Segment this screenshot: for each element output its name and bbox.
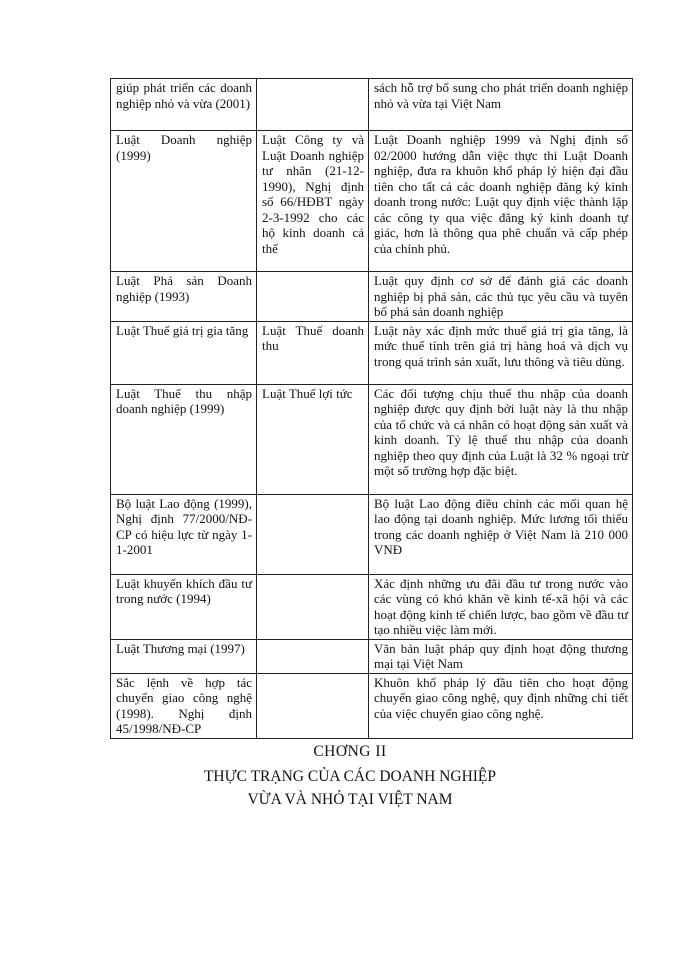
table-row xyxy=(111,673,633,738)
description-cell: Các đối tượng chịu thuế thu nhập của doanh nghiệp được quy định bởi luật này là thu nhập của tổ chức và cá nhân có hoạt động sản xuất và kinh doanh. Tỷ lệ thuế thu nhập của doanh nghiệp theo quy định của Luật là 32 % ngoại trừ một số trường hợp đặc biệt. xyxy=(369,384,633,494)
description-cell: Xác định những ưu đãi đầu tư trong nước vào các vùng có khó khăn về kinh tế-xã hội và các hoạt động kinh tế chiến lược, bao gồm về đầu tư tạo nhiều việc làm mới. xyxy=(369,574,633,639)
previous-law-cell: Luật Công ty và Luật Doanh nghiệp tư nhân (21-12-1990), Nghị định số 66/HĐBT ngày 2-3-1992 cho các hộ kinh doanh cá thể xyxy=(257,131,369,272)
chapter-title-line-2: VỪA VÀ NHỎ TẠI VIỆT NAM xyxy=(247,791,453,808)
description-cell: Văn bản luật pháp quy định hoạt động thương mại tại Việt Nam xyxy=(369,639,633,673)
previous-law-cell xyxy=(257,494,369,574)
description-cell: Luật quy định cơ sở để đánh giá các doanh nghiệp bị phá sản, các thủ tục yêu cầu và tuyên bố phá sản doanh nghiệp xyxy=(369,272,633,322)
description-cell: Luật này xác định mức thuế giá trị gia tăng, là mức thuế tính trên giá trị hàng hoá và dịch vụ trong quá trình sản xuất, lưu thông và tiêu dùng. xyxy=(369,321,633,384)
description-cell: sách hỗ trợ bổ sung cho phát triển doanh nghiệp nhỏ và vừa tại Việt Nam xyxy=(369,79,633,131)
table-row xyxy=(111,639,633,673)
previous-law-cell xyxy=(257,79,369,131)
law-name-cell: Luật Doanh nghiệp (1999) xyxy=(111,131,257,272)
description-cell: Khuôn khổ pháp lý đầu tiên cho hoạt động chuyển giao công nghệ, quy định những chi tiết của việc chuyển giao công nghệ. xyxy=(369,673,633,738)
table-row xyxy=(111,321,633,384)
previous-law-cell xyxy=(257,272,369,322)
law-name-cell: giúp phát triển các doanh nghiệp nhỏ và vừa (2001) xyxy=(111,79,257,131)
chapter-title-line-1: THỰC TRẠNG CỦA CÁC DOANH NGHIỆP xyxy=(203,768,497,785)
previous-law-cell xyxy=(257,574,369,639)
previous-law-cell xyxy=(257,639,369,673)
table-row xyxy=(111,272,633,322)
law-table xyxy=(110,78,633,739)
previous-law-cell xyxy=(257,673,369,738)
law-name-cell: Luật Phá sản Doanh nghiệp (1993) xyxy=(111,272,257,322)
description-cell: Bộ luật Lao động điều chỉnh các mối quan hệ lao động tại doanh nghiệp. Mức lương tối thiểu trong các doanh nghiệp ở Việt Nam là 210 000 VNĐ xyxy=(369,494,633,574)
law-name-cell: Luật khuyến khích đầu tư trong nước (1994) xyxy=(111,574,257,639)
table-row xyxy=(111,384,633,494)
previous-law-cell: Luật Thuế doanh thu xyxy=(257,321,369,384)
description-cell: Luật Doanh nghiệp 1999 và Nghị định số 02/2000 hướng dẫn việc thực thi Luật Doanh nghiệp, đưa ra khuôn khổ pháp lý hiện đại đầu tiên cho tất cả các doanh nghiệp đăng ký kinh doanh trong nước: Luật quy định việc thành lập các công ty qua việc đăng ký kinh doanh tự giác, hơn là thông qua phê chuẩn và cấp phép của chính phủ. xyxy=(369,131,633,272)
table-row xyxy=(111,494,633,574)
table-row xyxy=(111,79,633,131)
law-name-cell: Bộ luật Lao động (1999), Nghị định 77/2000/NĐ-CP có hiệu lực từ ngày 1-1-2001 xyxy=(111,494,257,574)
chapter-number: CHƠNG II xyxy=(313,743,387,760)
law-name-cell: Luật Thuế giá trị gia tăng xyxy=(111,321,257,384)
law-name-cell: Luật Thuế thu nhập doanh nghiệp (1999) xyxy=(111,384,257,494)
law-name-cell: Sắc lệnh về hợp tác chuyển giao công nghệ (1998). Nghị định 45/1998/NĐ-CP xyxy=(111,673,257,738)
table-row xyxy=(111,131,633,272)
table-row xyxy=(111,574,633,639)
law-name-cell: Luật Thương mại (1997) xyxy=(111,639,257,673)
previous-law-cell: Luật Thuế lợi tức xyxy=(257,384,369,494)
